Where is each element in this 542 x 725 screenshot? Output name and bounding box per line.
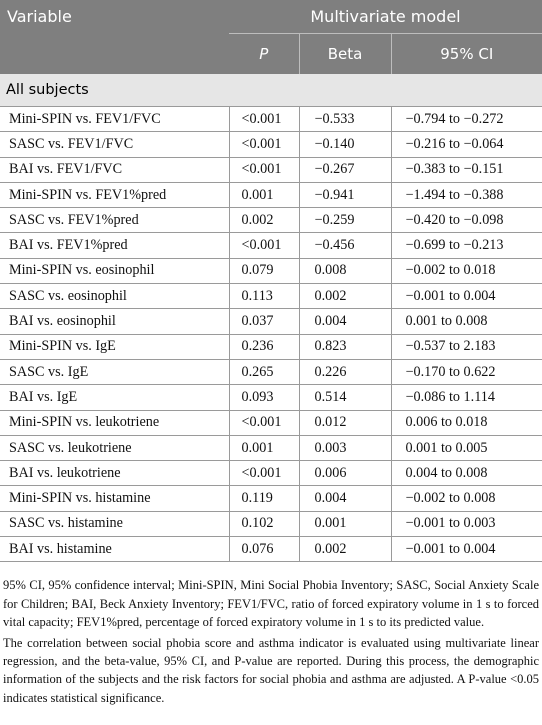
cell-variable: SASC vs. leukotriene — [0, 435, 229, 460]
cell-beta: −0.941 — [299, 182, 391, 207]
cell-p: 0.102 — [229, 511, 299, 536]
cell-p: <0.001 — [229, 157, 299, 182]
table-row — [0, 537, 542, 562]
cell-ci: −0.699 to −0.213 — [391, 233, 542, 258]
group-row — [0, 74, 542, 107]
header-row-1 — [0, 0, 542, 34]
table-row — [0, 208, 542, 233]
cell-ci: −0.001 to 0.004 — [391, 537, 542, 562]
cell-beta: 0.004 — [299, 486, 391, 511]
cell-variable: BAI vs. histamine — [0, 537, 229, 562]
table-row — [0, 182, 542, 207]
cell-ci: −0.216 to −0.064 — [391, 132, 542, 157]
cell-p: <0.001 — [229, 107, 299, 132]
cell-variable: SASC vs. histamine — [0, 511, 229, 536]
cell-p: 0.079 — [229, 258, 299, 283]
cell-beta: 0.008 — [299, 258, 391, 283]
cell-variable: Mini-SPIN vs. FEV1%pred — [0, 182, 229, 207]
cell-beta: −0.456 — [299, 233, 391, 258]
header-ci: 95% CI — [391, 34, 542, 75]
cell-ci: −0.794 to −0.272 — [391, 107, 542, 132]
cell-ci: −0.002 to 0.018 — [391, 258, 542, 283]
cell-ci: −0.086 to 1.114 — [391, 385, 542, 410]
cell-ci: 0.004 to 0.008 — [391, 461, 542, 486]
cell-p: <0.001 — [229, 461, 299, 486]
cell-p: <0.001 — [229, 132, 299, 157]
cell-variable: BAI vs. eosinophil — [0, 309, 229, 334]
table-row — [0, 258, 542, 283]
cell-variable: BAI vs. FEV1/FVC — [0, 157, 229, 182]
cell-p: 0.113 — [229, 284, 299, 309]
cell-p: 0.093 — [229, 385, 299, 410]
table-row — [0, 309, 542, 334]
table-row — [0, 284, 542, 309]
cell-ci: −0.001 to 0.003 — [391, 511, 542, 536]
table-row — [0, 511, 542, 536]
cell-beta: 0.001 — [299, 511, 391, 536]
cell-ci: −0.170 to 0.622 — [391, 359, 542, 384]
cell-beta: 0.226 — [299, 359, 391, 384]
cell-p: 0.119 — [229, 486, 299, 511]
cell-beta: 0.003 — [299, 435, 391, 460]
footnote-abbreviations: 95% CI, 95% confidence interval; Mini-SPIN, Mini Social Phobia Inventory; SASC, Social Anxiety Scale for Children; BAI, Beck Anxiety Inventory; FEV1/FVC, ratio of forced expiratory volume in 1 s to forced vital capacity; FEV1%pred, percentage of forced expiratory volume in 1 s to its predicted value. — [3, 578, 539, 629]
cell-beta: 0.514 — [299, 385, 391, 410]
table-row — [0, 107, 542, 132]
cell-variable: Mini-SPIN vs. eosinophil — [0, 258, 229, 283]
group-label: All subjects — [0, 74, 542, 107]
cell-variable: BAI vs. FEV1%pred — [0, 233, 229, 258]
cell-variable: SASC vs. FEV1/FVC — [0, 132, 229, 157]
cell-variable: SASC vs. eosinophil — [0, 284, 229, 309]
table-row — [0, 157, 542, 182]
cell-p: 0.236 — [229, 334, 299, 359]
cell-variable: Mini-SPIN vs. leukotriene — [0, 410, 229, 435]
cell-ci: −0.537 to 2.183 — [391, 334, 542, 359]
cell-variable: BAI vs. leukotriene — [0, 461, 229, 486]
table-row — [0, 359, 542, 384]
cell-p: 0.002 — [229, 208, 299, 233]
cell-beta: −0.267 — [299, 157, 391, 182]
cell-ci: −0.383 to −0.151 — [391, 157, 542, 182]
header-multivariate-model: Multivariate model — [229, 0, 542, 34]
cell-beta: 0.006 — [299, 461, 391, 486]
table-footnotes — [0, 562, 542, 706]
table-row — [0, 410, 542, 435]
cell-beta: 0.823 — [299, 334, 391, 359]
cell-beta: −0.140 — [299, 132, 391, 157]
cell-beta: −0.533 — [299, 107, 391, 132]
cell-p: <0.001 — [229, 233, 299, 258]
cell-p: 0.265 — [229, 359, 299, 384]
cell-ci: −0.002 to 0.008 — [391, 486, 542, 511]
cell-ci: −0.420 to −0.098 — [391, 208, 542, 233]
cell-beta: −0.259 — [299, 208, 391, 233]
cell-p: 0.001 — [229, 435, 299, 460]
header-variable: Variable — [0, 0, 229, 74]
cell-ci: 0.001 to 0.005 — [391, 435, 542, 460]
cell-variable: Mini-SPIN vs. histamine — [0, 486, 229, 511]
footnote-method: The correlation between social phobia score and asthma indicator is evaluated using multivariate linear regression, and the beta-value, 95% CI, and P-value are reported. During this process, the demographic information of the subjects and the risk factors for social phobia and asthma are adjusted. A P-value <0.05 indicates statistical significance. — [3, 635, 539, 705]
cell-beta: 0.002 — [299, 537, 391, 562]
cell-p: <0.001 — [229, 410, 299, 435]
cell-variable: SASC vs. IgE — [0, 359, 229, 384]
table-row — [0, 486, 542, 511]
cell-variable: Mini-SPIN vs. FEV1/FVC — [0, 107, 229, 132]
cell-beta: 0.004 — [299, 309, 391, 334]
cell-p: 0.037 — [229, 309, 299, 334]
cell-beta: 0.012 — [299, 410, 391, 435]
table-row — [0, 233, 542, 258]
cell-ci: 0.001 to 0.008 — [391, 309, 542, 334]
cell-p: 0.076 — [229, 537, 299, 562]
table-row — [0, 385, 542, 410]
table-row — [0, 334, 542, 359]
header-beta: Beta — [299, 34, 391, 75]
cell-variable: Mini-SPIN vs. IgE — [0, 334, 229, 359]
cell-p: 0.001 — [229, 182, 299, 207]
table-row — [0, 132, 542, 157]
header-p: P — [229, 34, 299, 75]
cell-ci: −0.001 to 0.004 — [391, 284, 542, 309]
table-row — [0, 461, 542, 486]
cell-variable: SASC vs. FEV1%pred — [0, 208, 229, 233]
cell-variable: BAI vs. IgE — [0, 385, 229, 410]
cell-ci: 0.006 to 0.018 — [391, 410, 542, 435]
cell-beta: 0.002 — [299, 284, 391, 309]
cell-ci: −1.494 to −0.388 — [391, 182, 542, 207]
table-row — [0, 435, 542, 460]
